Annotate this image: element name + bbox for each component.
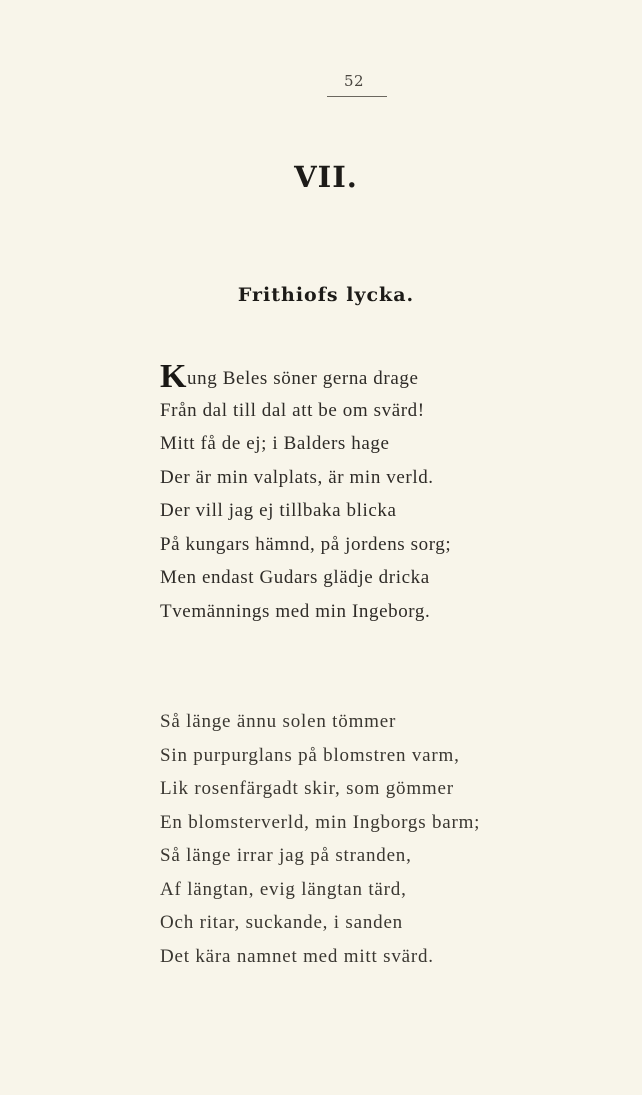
page-number: 52: [343, 72, 365, 90]
verse-line: På kungars hämnd, på jordens sorg;: [160, 533, 452, 555]
drop-cap: K: [160, 358, 188, 395]
verse-line: En blomsterverld, min Ingborgs barm;: [160, 811, 481, 833]
verse-line: Lik rosenfärgadt skir, som gömmer: [160, 778, 454, 799]
verse-line: Der vill jag ej tillbaka blicka: [160, 500, 397, 521]
verse-line: Så länge irrar jag på stranden,: [160, 845, 412, 866]
verse-line: Från dal till dal att be om svärd!: [160, 399, 425, 421]
chapter-numeral: VII.: [294, 160, 358, 194]
verse-line: Af längtan, evig längtan tärd,: [160, 878, 407, 900]
verse-line: Tvemännings med min Ingeborg.: [160, 600, 431, 622]
verse-line: Mitt få de ej; i Balders hage: [160, 433, 390, 454]
verse-line: Men endast Gudars glädje dricka: [160, 567, 430, 588]
verse-line: Det kära namnet med mitt svärd.: [160, 945, 434, 967]
stanza-1: [160, 360, 610, 628]
verse-line-text: ung Beles söner gerna drage: [187, 368, 419, 389]
stanza-2: [160, 705, 610, 973]
page-number-rule: [327, 96, 387, 97]
verse-line: [160, 360, 610, 394]
verse-line: Der är min valplats, är min verld.: [160, 466, 434, 488]
verse-line: Och ritar, suckande, i sanden: [160, 912, 403, 933]
verse-line: Sin purpurglans på blomstren varm,: [160, 744, 460, 766]
verse-line: Så länge ännu solen tömmer: [160, 711, 397, 732]
chapter-title: Frithiofs lycka.: [237, 284, 415, 306]
